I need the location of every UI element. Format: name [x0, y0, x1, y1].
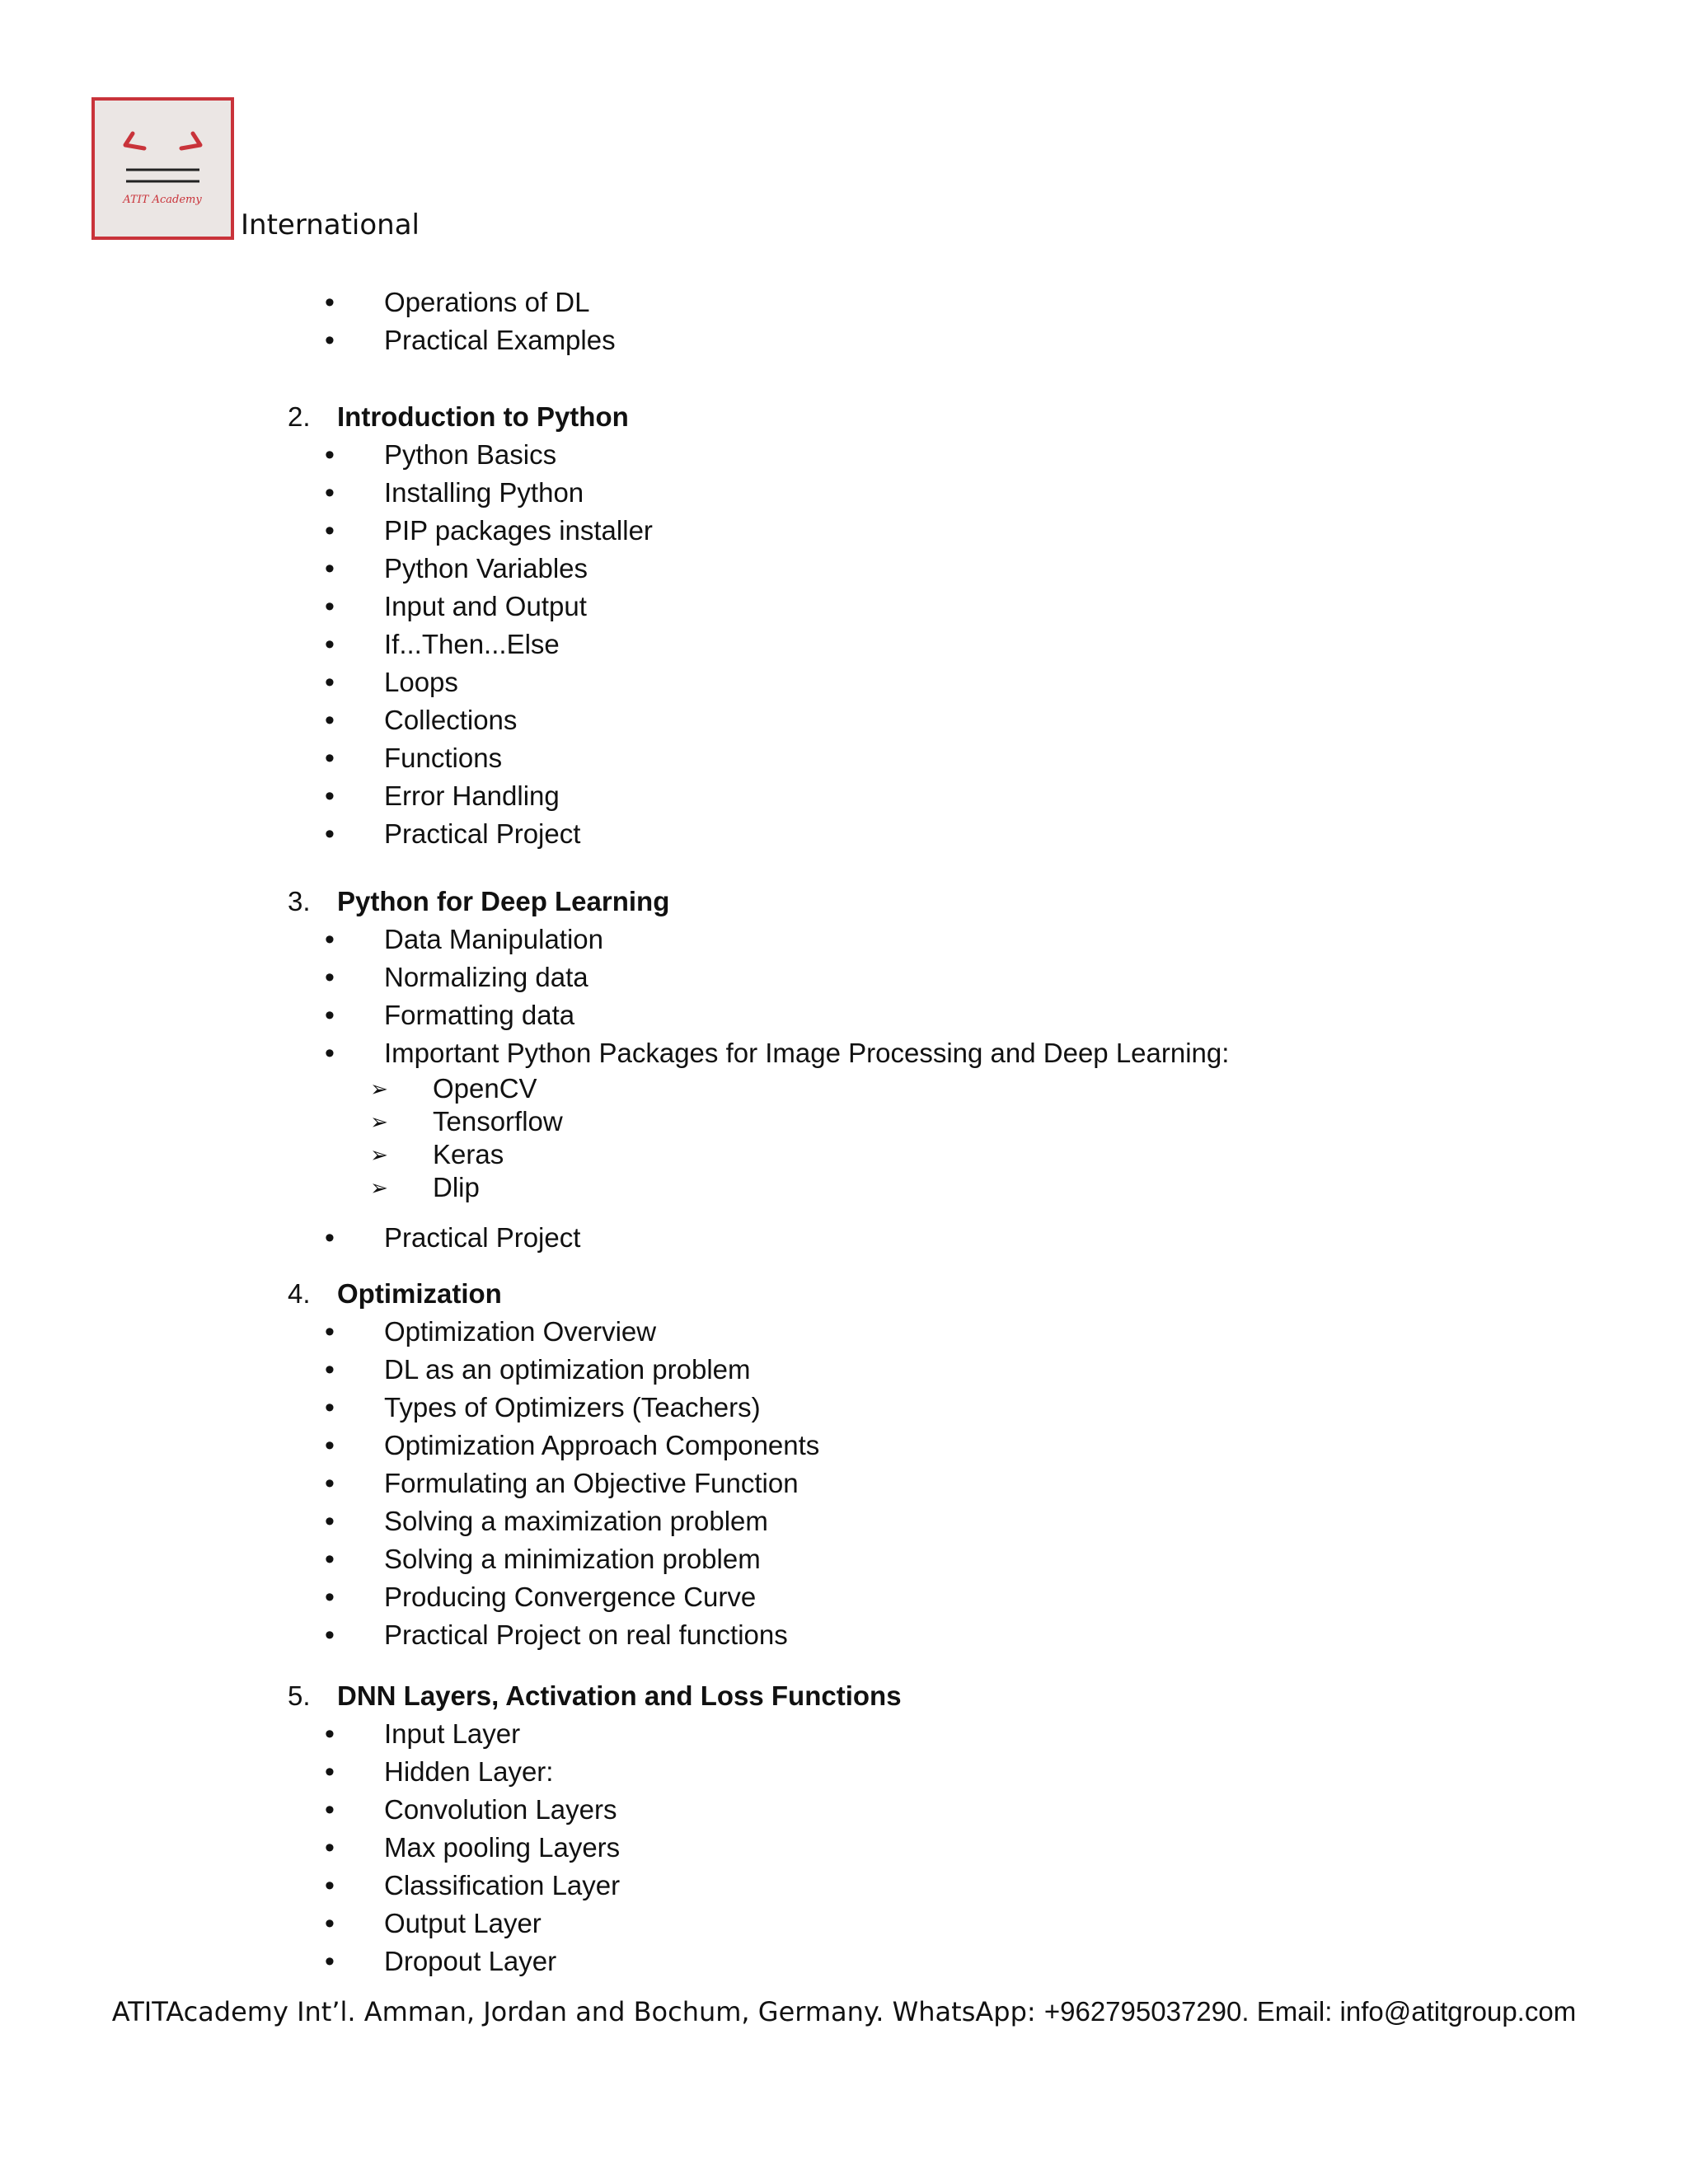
- bullet-dot-icon: •: [325, 1000, 335, 1031]
- bullet-dot-icon: •: [325, 705, 335, 736]
- list-item-text: Convolution Layers: [384, 1794, 617, 1825]
- bullet-dot-icon: •: [325, 1430, 335, 1461]
- list-item: [0, 1465, 1688, 1502]
- bullet-dot-icon: •: [325, 1946, 335, 1977]
- footer: [0, 1993, 1688, 2031]
- bullet-dot-icon: •: [325, 1468, 335, 1499]
- bullet-dot-icon: •: [325, 287, 335, 318]
- list-item: [0, 1905, 1688, 1943]
- list-item: [0, 663, 1688, 701]
- list-item: [0, 1219, 1688, 1257]
- list-item-text: Practical Project on real functions: [384, 1619, 788, 1650]
- section-title: DNN Layers, Activation and Loss Functions: [337, 1680, 902, 1711]
- section-number: 2.: [288, 401, 311, 432]
- footer-address: ATITAcademy Int’l. Amman, Jordan and Bochum, Germany. WhatsApp:: [111, 1996, 1044, 2027]
- bullet-dot-icon: •: [325, 1619, 335, 1651]
- bullet-dot-icon: •: [325, 1506, 335, 1537]
- footer-contact: +962795037290. Email: info@atitgroup.com: [1043, 1996, 1577, 2027]
- list-item-text: Operations of DL: [384, 287, 590, 317]
- list-item-text: DL as an optimization problem: [384, 1354, 751, 1385]
- list-item: [0, 815, 1688, 853]
- list-item-text: Optimization Overview: [384, 1316, 657, 1347]
- list-item: [0, 1578, 1688, 1616]
- list-item-text: Installing Python: [384, 477, 584, 508]
- list-item: [0, 1502, 1688, 1540]
- bullet-dot-icon: •: [325, 515, 335, 546]
- bullet-dot-icon: •: [325, 1794, 335, 1825]
- bullet-dot-icon: •: [325, 1038, 335, 1069]
- arrowhead-bullet-icon: ➢: [370, 1109, 388, 1134]
- list-item-text: Input and Output: [384, 591, 587, 621]
- list-item-text: Solving a minimization problem: [384, 1544, 761, 1574]
- bullet-dot-icon: •: [325, 1756, 335, 1788]
- list-item: [0, 512, 1688, 550]
- section-number: 5.: [288, 1680, 311, 1711]
- list-item-text: If...Then...Else: [384, 629, 560, 659]
- bullet-dot-icon: •: [325, 1870, 335, 1901]
- bullet-dot-icon: •: [325, 553, 335, 584]
- list-item-text: Loops: [384, 667, 458, 697]
- list-item: [0, 1540, 1688, 1578]
- list-item: [0, 1351, 1688, 1389]
- logo-text: ATIT Academy: [123, 194, 202, 206]
- list-item: [0, 1034, 1688, 1072]
- bullet-dot-icon: •: [325, 1544, 335, 1575]
- list-item: [0, 958, 1688, 996]
- bullet-dot-icon: •: [325, 962, 335, 993]
- list-item: [0, 474, 1688, 512]
- list-item: [0, 777, 1688, 815]
- list-item: [0, 701, 1688, 739]
- bullet-dot-icon: •: [325, 477, 335, 509]
- bullet-dot-icon: •: [325, 1316, 335, 1347]
- list-item: [0, 1427, 1688, 1465]
- bullet-dot-icon: •: [325, 780, 335, 812]
- list-item-text: Types of Optimizers (Teachers): [384, 1392, 761, 1422]
- list-item: [0, 1829, 1688, 1867]
- bullet-dot-icon: •: [325, 439, 335, 471]
- list-item-text: Collections: [384, 705, 518, 735]
- list-item-text: Optimization Approach Components: [384, 1430, 820, 1460]
- list-item-text: Functions: [384, 743, 503, 773]
- list-item-text: Formulating an Objective Function: [384, 1468, 799, 1498]
- bullet-dot-icon: •: [325, 743, 335, 774]
- list-item: [0, 626, 1688, 663]
- bullet-dot-icon: •: [325, 924, 335, 955]
- list-item-text: Normalizing data: [384, 962, 588, 992]
- list-item-text: Hidden Layer:: [384, 1756, 554, 1787]
- section-title: Optimization: [337, 1278, 502, 1309]
- list-item: [0, 1753, 1688, 1791]
- section-title: Introduction to Python: [337, 401, 629, 432]
- list-item-text: Classification Layer: [384, 1870, 621, 1900]
- list-item-text: PIP packages installer: [384, 515, 653, 546]
- list-item: [0, 739, 1688, 777]
- bullet-dot-icon: •: [325, 667, 335, 698]
- bullet-dot-icon: •: [325, 1908, 335, 1939]
- bullet-dot-icon: •: [325, 1392, 335, 1423]
- list-item: [0, 1313, 1688, 1351]
- list-item-text: Producing Convergence Curve: [384, 1582, 757, 1612]
- list-item: [0, 588, 1688, 626]
- list-item-text: Python Variables: [384, 553, 588, 583]
- list-item: [0, 1389, 1688, 1427]
- list-item: [0, 550, 1688, 588]
- list-item: [0, 436, 1688, 474]
- list-item-text: Input Layer: [384, 1718, 521, 1749]
- list-item: [0, 1715, 1688, 1753]
- section-number: 4.: [288, 1278, 311, 1309]
- list-item-text: Max pooling Layers: [384, 1832, 621, 1863]
- list-item-text: Practical Project: [384, 818, 581, 849]
- list-item: [0, 1791, 1688, 1829]
- list-item: [0, 321, 1688, 359]
- sub-list-item-text: Tensorflow: [433, 1106, 563, 1137]
- list-item-text: Solving a maximization problem: [384, 1506, 768, 1536]
- list-item: [0, 1616, 1688, 1654]
- bullet-dot-icon: •: [325, 818, 335, 850]
- bullet-dot-icon: •: [325, 1832, 335, 1863]
- list-item: [0, 996, 1688, 1034]
- list-item-text: Practical Project: [384, 1222, 581, 1253]
- bullet-dot-icon: •: [325, 325, 335, 356]
- sub-list-item-text: OpenCV: [433, 1073, 537, 1104]
- list-item-text: Dropout Layer: [384, 1946, 557, 1976]
- list-item-text: Python Basics: [384, 439, 557, 470]
- bullet-dot-icon: •: [325, 1582, 335, 1613]
- list-item: [0, 1943, 1688, 1980]
- list-item-text: Data Manipulation: [384, 924, 603, 954]
- bullet-dot-icon: •: [325, 1354, 335, 1385]
- arrowhead-bullet-icon: ➢: [370, 1175, 388, 1200]
- section-title: Python for Deep Learning: [337, 886, 670, 916]
- sub-list-item-text: Dlip: [433, 1172, 480, 1202]
- sub-list-item-text: Keras: [433, 1139, 504, 1169]
- list-item-text: Output Layer: [384, 1908, 542, 1938]
- bullet-dot-icon: •: [325, 629, 335, 660]
- list-item-text: Practical Examples: [384, 325, 616, 355]
- international-label: International: [241, 209, 420, 241]
- list-item: [0, 921, 1688, 958]
- sub-list-item: [0, 1169, 1688, 1207]
- list-item-text: Error Handling: [384, 780, 560, 811]
- arrowhead-bullet-icon: ➢: [370, 1142, 388, 1167]
- list-item-text: Important Python Packages for Image Processing and Deep Learning:: [384, 1038, 1230, 1068]
- list-item: [0, 1867, 1688, 1905]
- bullet-dot-icon: •: [325, 591, 335, 622]
- section-number: 3.: [288, 886, 311, 916]
- list-item-text: Formatting data: [384, 1000, 575, 1030]
- list-item: [0, 284, 1688, 321]
- bullet-dot-icon: •: [325, 1718, 335, 1750]
- arrowhead-bullet-icon: ➢: [370, 1076, 388, 1101]
- bullet-dot-icon: •: [325, 1222, 335, 1254]
